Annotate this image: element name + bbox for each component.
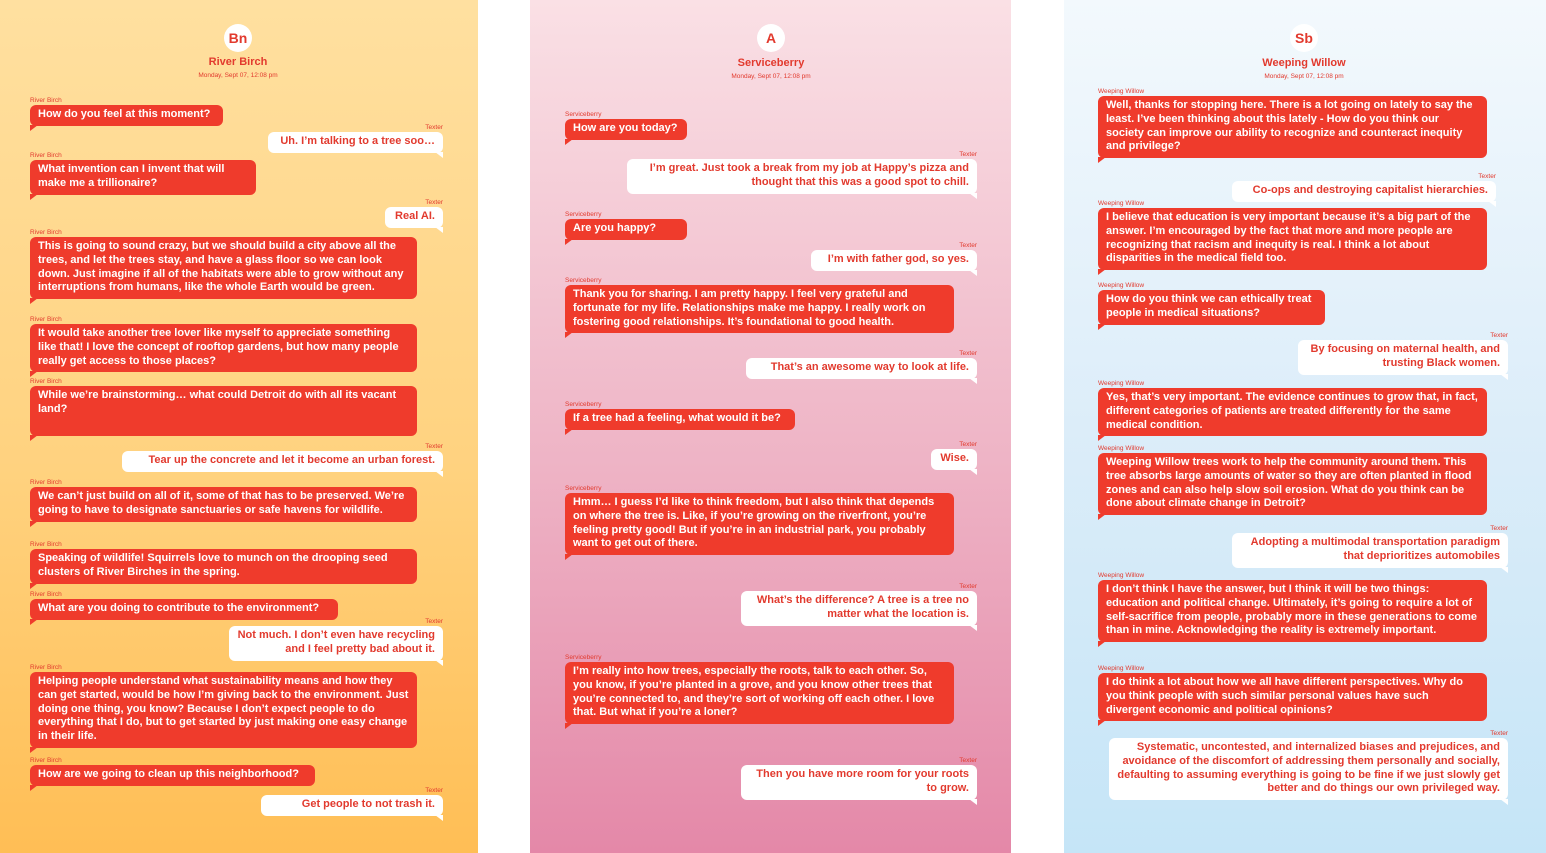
message-bubble: Hmm… I guess I’d like to think freedom, but I also think that depends on where the tree is. Like, if you’re growing on the riverfront, you’re feeling pretty good! But if you’re in an industrial park, you probably want to get out of there. [565, 493, 954, 555]
message-sent [811, 242, 977, 271]
message-bubble: Co-ops and destroying capitalist hierarchies. [1232, 181, 1496, 202]
message-bubble: Speaking of wildlife! Squirrels love to munch on the drooping seed clusters of River Birches in the spring. [30, 549, 417, 584]
message-bubble: I believe that education is very important because it’s a big part of the answer. I’m encouraged by the fact that more and more people are recognizing that racism and inequity is real. I think a lot about disparities in the medical field too. [1098, 208, 1487, 270]
message-bubble: We can’t just build on all of it, some of that has to be preserved. We’re going to have to designate sanctuaries or safe havens for wildlife. [30, 487, 417, 522]
message-bubble: Adopting a multimodal transportation paradigm that deprioritizes automobiles [1232, 533, 1508, 568]
message-bubble: I’m really into how trees, especially the roots, talk to each other. So, you know, if you’re planted in a grove, and you know other trees that you’re connected to, and they’re sort of working off each other. I love that. But what if you’re a loner? [565, 662, 954, 724]
message-bubble: What’s the difference? A tree is a tree no matter what the location is. [741, 591, 977, 626]
sender-label: Texter [425, 618, 443, 625]
sender-label: Texter [1478, 173, 1496, 180]
sender-label: River Birch [30, 479, 62, 486]
message-bubble: It would take another tree lover like myself to appreciate something like that! I love the concept of rooftop gardens, but how many people really get access to those places? [30, 324, 417, 372]
message-bubble: Yes, that’s very important. The evidence continues to grow that, in fact, different categories of patients are treated differently for the same medical condition. [1098, 388, 1487, 436]
message-sent [1298, 332, 1508, 375]
message-received [30, 664, 417, 748]
message-received [30, 757, 315, 786]
message-received [1098, 445, 1487, 515]
sender-label: River Birch [30, 591, 62, 598]
message-bubble: Uh. I’m talking to a tree soo… [268, 132, 443, 153]
message-sent [746, 350, 977, 379]
message-sent [229, 618, 443, 661]
message-sent [268, 124, 443, 153]
message-bubble: While we’re brainstorming… what could Detroit do with all its vacant land? [30, 386, 417, 436]
message-received [565, 485, 954, 555]
message-received [1098, 665, 1487, 721]
sender-label: Weeping Willow [1098, 380, 1145, 387]
message-bubble: How do you feel at this moment? [30, 105, 223, 126]
sender-label: Serviceberry [565, 211, 602, 218]
sender-label: River Birch [30, 97, 62, 104]
message-bubble: Well, thanks for stopping here. There is a lot going on lately to say the least. I’ve been thinking about this lately - How do you think our society can improve our ability to recognize and counteract inequity and privilege? [1098, 96, 1487, 158]
message-received [30, 378, 417, 436]
message-received [30, 229, 417, 299]
message-sent [741, 583, 977, 626]
message-received [1098, 282, 1325, 325]
message-received [30, 591, 338, 620]
message-bubble: Not much. I don’t even have recycling and I feel pretty bad about it. [229, 626, 443, 661]
message-received [565, 277, 954, 333]
message-received [30, 479, 417, 522]
message-bubble: Are you happy? [565, 219, 687, 240]
message-bubble: If a tree had a feeling, what would it be? [565, 409, 795, 430]
sender-label: Weeping Willow [1098, 200, 1145, 207]
chat-date: Monday, Sept 07, 12:08 pm [1264, 73, 1344, 80]
sender-label: Texter [1490, 525, 1508, 532]
sender-label: Weeping Willow [1098, 665, 1145, 672]
sender-label: Texter [959, 350, 977, 357]
sender-label: Texter [959, 583, 977, 590]
contact-name: River Birch [208, 56, 268, 68]
chat-date: Monday, Sept 07, 12:08 pm [731, 73, 811, 80]
message-sent [1109, 730, 1508, 800]
message-bubble: Tear up the concrete and let it become an urban forest. [122, 451, 443, 472]
message-bubble: This is going to sound crazy, but we should build a city above all the trees, and let the trees stay, and have a glass floor so we can look down. Just imagine if all of the habitats were able to grow without any interruptions from humans, like the whole Earth would be green. [30, 237, 417, 299]
sender-label: Texter [1490, 730, 1508, 737]
sender-label: Weeping Willow [1098, 572, 1145, 579]
message-bubble: Wise. [931, 449, 977, 470]
message-sent [122, 443, 443, 472]
message-bubble: How are you today? [565, 119, 687, 140]
sender-label: Texter [425, 787, 443, 794]
contact-name: Weeping Willow [1262, 57, 1346, 69]
message-received [1098, 380, 1487, 436]
avatar[interactable]: A [757, 24, 785, 52]
message-bubble: Helping people understand what sustainability means and how they can get started, would be how I’m giving back to the environment. Just doing one thing, you know? Because I don’t expect people to do everything that I do, but to get started by just making one easy change in their life. [30, 672, 417, 748]
sender-label: Weeping Willow [1098, 445, 1145, 452]
message-received [565, 211, 687, 240]
sender-label: Serviceberry [565, 401, 602, 408]
message-received [30, 541, 417, 584]
sender-label: River Birch [30, 541, 62, 548]
contact-name: Serviceberry [737, 57, 805, 69]
message-bubble: What invention can I invent that will make me a trillionaire? [30, 160, 256, 195]
sender-label: River Birch [30, 316, 62, 323]
message-bubble: Get people to not trash it. [261, 795, 443, 816]
sender-label: River Birch [30, 152, 62, 159]
message-sent [261, 787, 443, 816]
message-sent [931, 441, 977, 470]
message-bubble: Systematic, uncontested, and internalized biases and prejudices, and avoidance of the discomfort of addressing them personally and socially, defaulting to assuming everything is going to be fine if we just slowly get better and do things our own privileged way. [1109, 738, 1508, 800]
message-sent [1232, 525, 1508, 568]
sender-label: Texter [959, 151, 977, 158]
message-bubble: Then you have more room for your roots to grow. [741, 765, 977, 800]
message-bubble: I’m great. Just took a break from my job at Happy’s pizza and thought that this was a good spot to chill. [627, 159, 977, 194]
message-sent [385, 199, 443, 228]
message-bubble: That’s an awesome way to look at life. [746, 358, 977, 379]
chat-date: Monday, Sept 07, 12:08 pm [198, 72, 278, 79]
message-bubble: Real AI. [385, 207, 443, 228]
message-received [565, 111, 687, 140]
sender-label: River Birch [30, 229, 62, 236]
message-bubble: How are we going to clean up this neighborhood? [30, 765, 315, 786]
sender-label: Weeping Willow [1098, 88, 1145, 95]
message-received [30, 316, 417, 372]
message-bubble: Thank you for sharing. I am pretty happy. I feel very grateful and fortunate for my life. Relationships make me happy. I really work on fostering good relationships. It’s foundational to good health. [565, 285, 954, 333]
sender-label: Serviceberry [565, 485, 602, 492]
sender-label: Serviceberry [565, 277, 602, 284]
sender-label: Texter [425, 443, 443, 450]
message-received [1098, 200, 1487, 270]
message-received [1098, 88, 1487, 158]
sender-label: Texter [959, 441, 977, 448]
message-sent [1232, 173, 1496, 202]
chat-panel-serviceberry [530, 0, 1011, 853]
message-bubble: What are you doing to contribute to the environment? [30, 599, 338, 620]
chat-panel-river-birch [0, 0, 478, 853]
avatar[interactable]: Sb [1290, 24, 1318, 52]
sender-label: Weeping Willow [1098, 282, 1145, 289]
avatar[interactable]: Bn [224, 24, 252, 52]
message-sent [627, 151, 977, 194]
message-bubble: I’m with father god, so yes. [811, 250, 977, 271]
message-received [30, 97, 223, 126]
chat-panel-weeping-willow [1064, 0, 1546, 853]
message-bubble: I don’t think I have the answer, but I think it will be two things: education and political change. Ultimately, it’s going to require a lot of self-sacrifice from people, probably more in these generations to come than in mine. Acknowledging the reality is extremely important. [1098, 580, 1487, 642]
sender-label: Texter [959, 242, 977, 249]
sender-label: Serviceberry [565, 654, 602, 661]
message-sent [741, 757, 977, 800]
sender-label: Texter [425, 199, 443, 206]
sender-label: Texter [1490, 332, 1508, 339]
message-received [565, 654, 954, 724]
message-bubble: By focusing on maternal health, and trusting Black women. [1298, 340, 1508, 375]
message-bubble: Weeping Willow trees work to help the community around them. This tree absorbs large amounts of water so they are often planted in flood zones and can also help slow soil erosion. What do you think can be done about climate change in Detroit? [1098, 453, 1487, 515]
sender-label: River Birch [30, 664, 62, 671]
message-bubble: How do you think we can ethically treat people in medical situations? [1098, 290, 1325, 325]
sender-label: Serviceberry [565, 111, 602, 118]
sender-label: Texter [425, 124, 443, 131]
message-received [1098, 572, 1487, 642]
message-bubble: I do think a lot about how we all have different perspectives. Why do you think people with such similar personal values have such divergent economic and political opinions? [1098, 673, 1487, 721]
message-received [30, 152, 256, 195]
message-received [565, 401, 795, 430]
sender-label: River Birch [30, 378, 62, 385]
sender-label: Texter [959, 757, 977, 764]
sender-label: River Birch [30, 757, 62, 764]
